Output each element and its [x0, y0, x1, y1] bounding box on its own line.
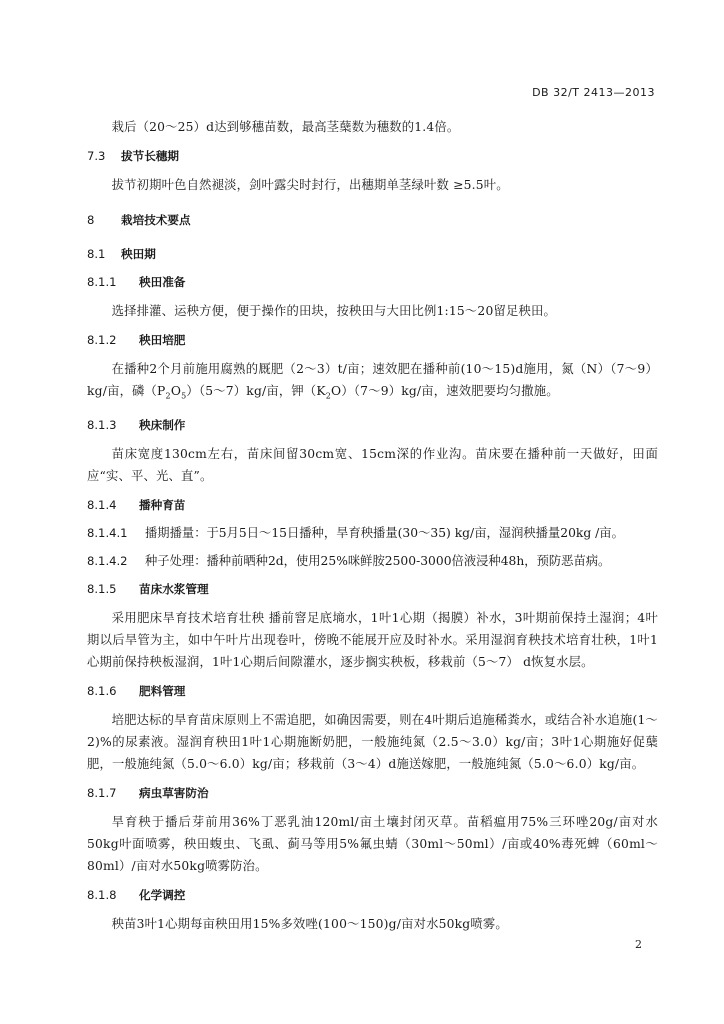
item-8-1-4-1 — [87, 523, 658, 543]
paragraph-transplant-seedlings: 栽后（20～25）d达到够穗苗数，最高茎蘖数为穗数的1.4倍。 — [111, 120, 460, 134]
item-number: 8.1.4.2 — [87, 554, 128, 569]
item-text: 种子处理：播种前晒种2d，使用25%咪鲜胺2500-3000倍液浸种48h，预防恶苗病。 — [145, 554, 611, 569]
heading-number: 8.1.6 — [87, 684, 117, 699]
heading-title: 苗床水浆管理 — [139, 582, 209, 597]
heading-8-1 — [87, 244, 658, 264]
heading-title: 化学调控 — [139, 888, 186, 903]
heading-number: 8.1.5 — [87, 582, 117, 597]
heading-title: 秧床制作 — [139, 418, 186, 433]
heading-title: 病虫草害防治 — [139, 786, 209, 801]
heading-title: 拔节长穗期 — [121, 149, 179, 163]
heading-title: 栽培技术要点 — [121, 213, 191, 227]
heading-number: 8 — [87, 213, 95, 227]
heading-number: 8.1 — [87, 247, 106, 261]
heading-number: 7.3 — [87, 149, 106, 163]
heading-8 — [87, 210, 658, 230]
paragraph-seedbed-preparation: 选择排灌、运秧方便，便于操作的田块，按秧田与大田比例1:15～20留足秧田。 — [111, 304, 556, 318]
standard-code-header: DB 32/T 2413—2013 — [532, 86, 655, 99]
heading-title: 秧田培肥 — [139, 333, 186, 347]
paragraph-chemical-regulation: 秧苗3叶1心期每亩秧田用15%多效唑(100～150)g/亩对水50kg喷雾。 — [111, 917, 508, 932]
item-text: 播期播量：于5月5日～15日播种，旱育秧播量(30～35) kg/亩，湿润秧播量20kg /亩。 — [145, 526, 624, 541]
heading-7-3 — [87, 146, 658, 166]
heading-number: 8.1.3 — [87, 418, 117, 433]
document-body — [87, 116, 658, 935]
heading-8-1-7 — [87, 783, 658, 803]
heading-title: 秧田准备 — [139, 275, 186, 289]
heading-8-1-6 — [87, 681, 658, 701]
paragraph-seedbed-fertilization: 在播种2个月前施用腐熟的厩肥（2～3）t/亩；速效肥在播种前(10～15)d施用，氮（N）（7～9）kg/亩，磷$(P_2O_5)(5\sim 7)kg/$亩，钾$(K_2O)(7\sim 9)kg/$亩，速效肥要均匀撒施。 — [87, 362, 658, 401]
heading-number: 8.1.1 — [87, 275, 117, 289]
heading-8-1-2 — [87, 330, 658, 350]
heading-title: 秧田期 — [121, 247, 156, 261]
heading-number: 8.1.8 — [87, 888, 117, 903]
paragraph-seedbed-making: 苗床宽度130cm左右，苗床间留30cm宽、15cm深的作业沟。苗床要在播种前一天做好，田面应“实、平、光、直”。 — [87, 447, 658, 484]
heading-8-1-5 — [87, 579, 658, 599]
item-8-1-4-2 — [87, 551, 658, 571]
page-number: 2 — [635, 938, 642, 951]
heading-number: 8.1.7 — [87, 786, 117, 801]
heading-8-1-4 — [87, 495, 658, 515]
heading-number: 8.1.4 — [87, 498, 117, 513]
paragraph-jointing-stage: 拔节初期叶色自然褪淡，剑叶露尖时封行，出穗期单茎绿叶数 ≥5.5叶。 — [111, 178, 509, 192]
paragraph-fertilizer-management: 培肥达标的旱育苗床原则上不需追肥，如确因需要，则在4叶期后追施稀粪水，或结合补水追施(1～2)%的尿素液。湿润育秧田1叶1心期施断奶肥，一般施纯氮（2.5～3.0）kg/亩；3叶1心期施好促蘖肥，一般施纯氮（5.0～6.0）kg/亩；移栽前（3～4）d施送嫁肥，一般施纯氮（5.0～6.0）kg/亩。 — [87, 713, 658, 772]
heading-8-1-1 — [87, 272, 658, 292]
heading-8-1-8 — [87, 885, 658, 905]
heading-title: 播种育苗 — [139, 498, 186, 513]
paragraph-pest-control: 旱育秧于播后芽前用36%丁恶乳油120ml/亩土壤封闭灭草。苗稻瘟用75%三环唑20g/亩对水50kg叶面喷雾，秧田蝮虫、飞虱、蓟马等用5%氟虫蜻（30ml～50ml）/亩或40%毒死蜱（60ml～80ml）/亩对水50kg喷雾防治。 — [87, 815, 658, 874]
heading-8-1-3 — [87, 415, 658, 435]
item-number: 8.1.4.1 — [87, 526, 128, 541]
heading-number: 8.1.2 — [87, 333, 117, 347]
heading-title: 肥料管理 — [139, 684, 186, 699]
paragraph-water-management: 采用肥床旱育技术培育壮秧 播前窨足底墒水，1叶1心期（揭膜）补水，3叶期前保持土湿润；4叶期以后旱管为主，如中午叶片出现卷叶，傍晚不能展开应及时补水。采用湿润育秧技术培育壮秧，1叶1心期前保持秧板湿润，1叶1心期后间隙灌水，逐步搁实秧板，移栽前（5～7） d恢复水层。 — [87, 611, 658, 670]
